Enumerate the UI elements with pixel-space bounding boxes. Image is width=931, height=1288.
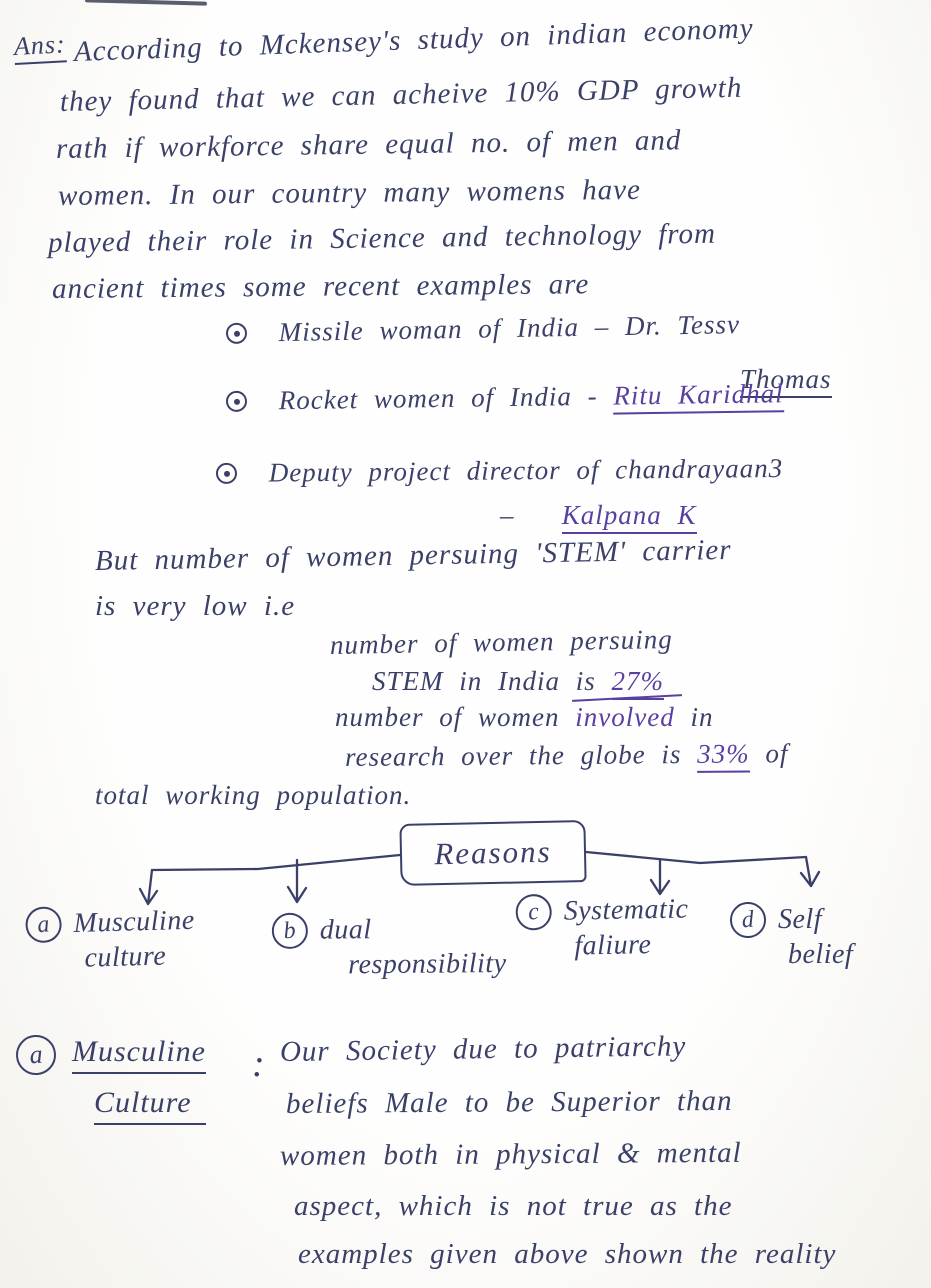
- reason-item: [25, 903, 196, 977]
- reason-item: [272, 911, 507, 983]
- reasons-box-label: Reasons: [433, 833, 552, 872]
- example-person-name: Kalpana K: [562, 500, 697, 534]
- stats-text: of: [765, 738, 789, 769]
- corrected-word: involved: [575, 702, 675, 732]
- section-body-line: examples given above shown the reality: [298, 1238, 837, 1270]
- reason-label-line: Musculine: [73, 904, 196, 939]
- section-key-badge: a: [15, 1034, 58, 1077]
- reason-label: [778, 902, 853, 972]
- example-title: Missile woman of India: [278, 311, 580, 348]
- example-separator: –: [594, 311, 610, 342]
- section-body-line: beliefs Male to be Superior than: [285, 1084, 733, 1120]
- arrow-down-icon: [288, 860, 306, 902]
- arrow-down-icon: [140, 870, 157, 904]
- section-heading: [16, 1035, 206, 1137]
- stats-text: STEM in India is: [372, 666, 596, 696]
- intro-line: they found that we can acheive 10% GDP growth: [59, 71, 743, 118]
- connector-right-line: [586, 852, 806, 863]
- reason-label-line: responsibility: [348, 947, 507, 981]
- stats-text: number of women: [335, 702, 560, 732]
- bullet-dot-icon: [226, 323, 247, 344]
- intro-line: ancient times some recent examples are: [51, 268, 590, 305]
- stats-center-line: [345, 738, 789, 773]
- section-body-line: women both in physical & mental: [279, 1136, 742, 1172]
- stat-value-research-globe: 33%: [697, 738, 750, 772]
- answer-label-text: Ans:: [13, 29, 66, 65]
- heading-colon: :: [252, 1043, 265, 1085]
- section-heading-words: [72, 1035, 206, 1137]
- reasons-box: [399, 820, 586, 886]
- intro-line: women. In our country many womens have: [57, 173, 642, 212]
- section-body-line: aspect, which is not true as the: [294, 1190, 733, 1222]
- stats-tail-line: total working population.: [95, 780, 412, 810]
- stats-text: in: [690, 702, 714, 732]
- reason-label-line: dual: [319, 914, 372, 946]
- arrow-down-icon: [651, 860, 669, 894]
- reason-key-badge: d: [729, 901, 767, 939]
- reason-label: [73, 903, 196, 976]
- stats-lead-line: But number of women persuing 'STEM' carrier: [94, 533, 732, 577]
- example-person-name: Thomas: [740, 364, 832, 398]
- stats-lead-line: is very low i.e: [95, 590, 296, 622]
- reason-key-badge: b: [270, 912, 309, 951]
- stats-text: research over the globe is: [344, 739, 682, 772]
- intro-line: rath if workforce share equal no. of men and: [55, 124, 682, 165]
- arrow-down-icon: [801, 857, 819, 886]
- reason-label: [320, 911, 507, 983]
- stats-center-line: [372, 666, 664, 697]
- reason-key-badge: a: [24, 905, 63, 944]
- section-body-line: Our Society due to patriarchy: [279, 1030, 687, 1068]
- reason-key-badge: c: [514, 893, 553, 932]
- section-heading-word: Musculine: [72, 1035, 206, 1074]
- connector-left-line: [152, 855, 400, 870]
- intro-line: According to Mckensey's study on indian economy: [73, 12, 755, 68]
- reason-item: [515, 891, 689, 964]
- intro-line: played their role in Science and technology from: [47, 217, 717, 259]
- example-item: [226, 309, 741, 349]
- example-item: [216, 453, 783, 489]
- stat-value-stem-india: 27%: [612, 666, 665, 700]
- stats-center-line: [335, 702, 713, 733]
- stats-center-line: number of women persuing: [329, 624, 673, 660]
- cut-off-heading-mark: [85, 0, 207, 6]
- answer-label: [13, 29, 66, 62]
- reason-item: [730, 902, 853, 972]
- reason-label-line: Systematic: [563, 893, 689, 927]
- section-heading-word: Culture: [94, 1086, 206, 1125]
- example-person-name-wrap: [500, 500, 697, 531]
- example-title: Deputy project director of chandrayaan3: [268, 453, 784, 488]
- reason-label-line: Self: [778, 904, 822, 935]
- bullet-dot-icon: [216, 463, 237, 484]
- bullet-dot-icon: [226, 391, 247, 412]
- reason-label-line: culture: [84, 940, 167, 974]
- example-separator: -: [587, 380, 598, 411]
- example-person-name: Dr. Tessv: [624, 309, 741, 342]
- reason-label: [563, 891, 689, 963]
- example-item: [226, 378, 784, 417]
- reason-label-line: faliure: [574, 929, 652, 962]
- reason-label-line: belief: [788, 939, 854, 970]
- example-separator: –: [500, 500, 515, 530]
- example-person-name: Ritu Karidhal: [613, 378, 784, 414]
- example-title: Rocket women of India: [278, 381, 573, 416]
